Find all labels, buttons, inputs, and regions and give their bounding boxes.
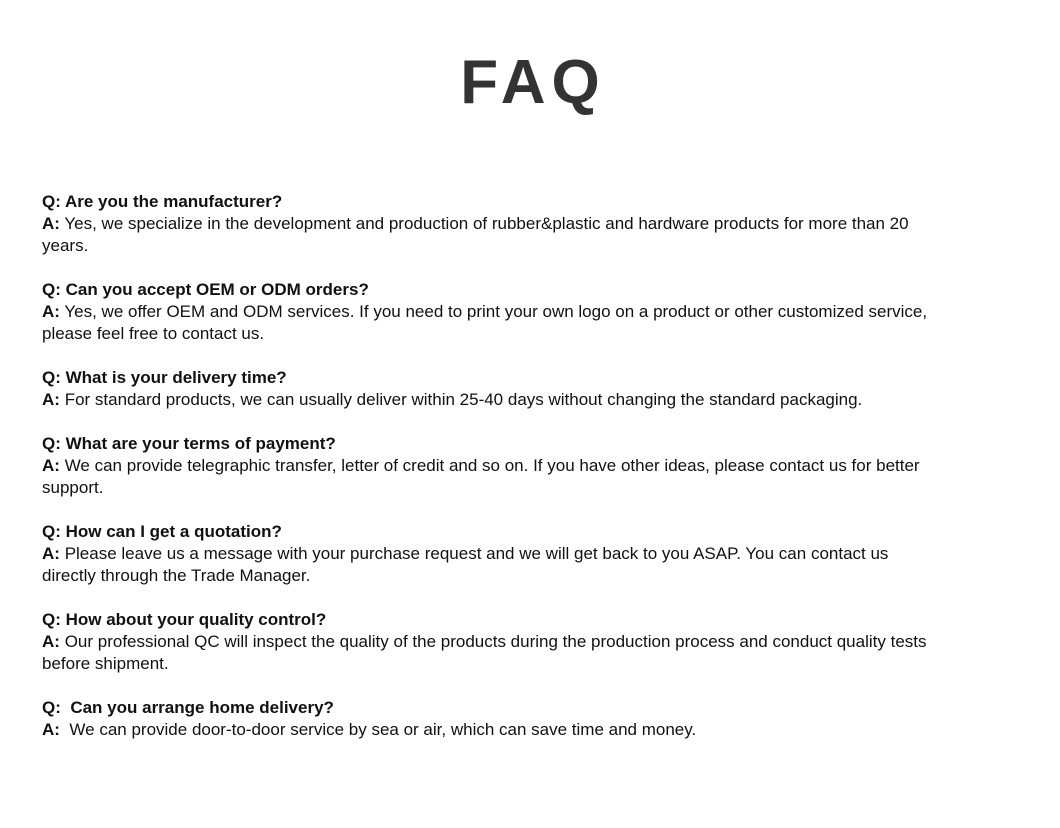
faq-item [42, 191, 928, 257]
answer-prefix: A: [42, 632, 60, 651]
answer-text: Yes, we specialize in the development and production of rubber&plastic and hardware products for more than 20 years. [42, 214, 914, 255]
faq-answer [42, 543, 928, 587]
answer-text: For standard products, we can usually deliver within 25-40 days without changing the standard packaging. [64, 390, 863, 409]
answer-prefix: A: [42, 302, 60, 321]
answer-prefix: A: [42, 456, 60, 475]
faq-item [42, 697, 928, 741]
faq-answer [42, 631, 932, 675]
answer-text: We can provide door-to-door service by sea or air, which can save time and money. [64, 720, 697, 739]
faq-question: Q: What is your delivery time? [42, 368, 287, 387]
answer-prefix: A: [42, 390, 60, 409]
answer-text: Yes, we offer OEM and ODM services. If you need to print your own logo on a product or other customized service, please feel free to contact us. [42, 302, 932, 343]
faq-question: Q: How can I get a quotation? [42, 522, 282, 541]
faq-answer [42, 213, 928, 257]
faq-answer [42, 301, 932, 345]
answer-text: Our professional QC will inspect the quality of the products during the production process and conduct quality tests before shipment. [42, 632, 932, 673]
faq-item [42, 433, 928, 499]
faq-question: Q: What are your terms of payment? [42, 434, 336, 453]
faq-answer [42, 719, 928, 741]
faq-item [42, 367, 928, 411]
faq-item [42, 609, 932, 675]
answer-text: Please leave us a message with your purchase request and we will get back to you ASAP. You can contact us directly through the Trade Manager. [42, 544, 894, 585]
faq-item [42, 279, 932, 345]
faq-list [42, 191, 932, 763]
answer-prefix: A: [42, 214, 60, 233]
faq-item [42, 521, 928, 587]
answer-text: We can provide telegraphic transfer, letter of credit and so on. If you have other ideas, please contact us for better support. [42, 456, 925, 497]
page-title: FAQ [460, 48, 606, 117]
faq-question: Q: Are you the manufacturer? [42, 192, 283, 211]
faq-question: Q: Can you accept OEM or ODM orders? [42, 280, 369, 299]
answer-prefix: A: [42, 544, 60, 563]
faq-answer [42, 455, 928, 499]
answer-prefix: A: [42, 720, 60, 739]
faq-question: Q: Can you arrange home delivery? [42, 698, 334, 717]
faq-answer [42, 389, 928, 411]
faq-question: Q: How about your quality control? [42, 610, 327, 629]
